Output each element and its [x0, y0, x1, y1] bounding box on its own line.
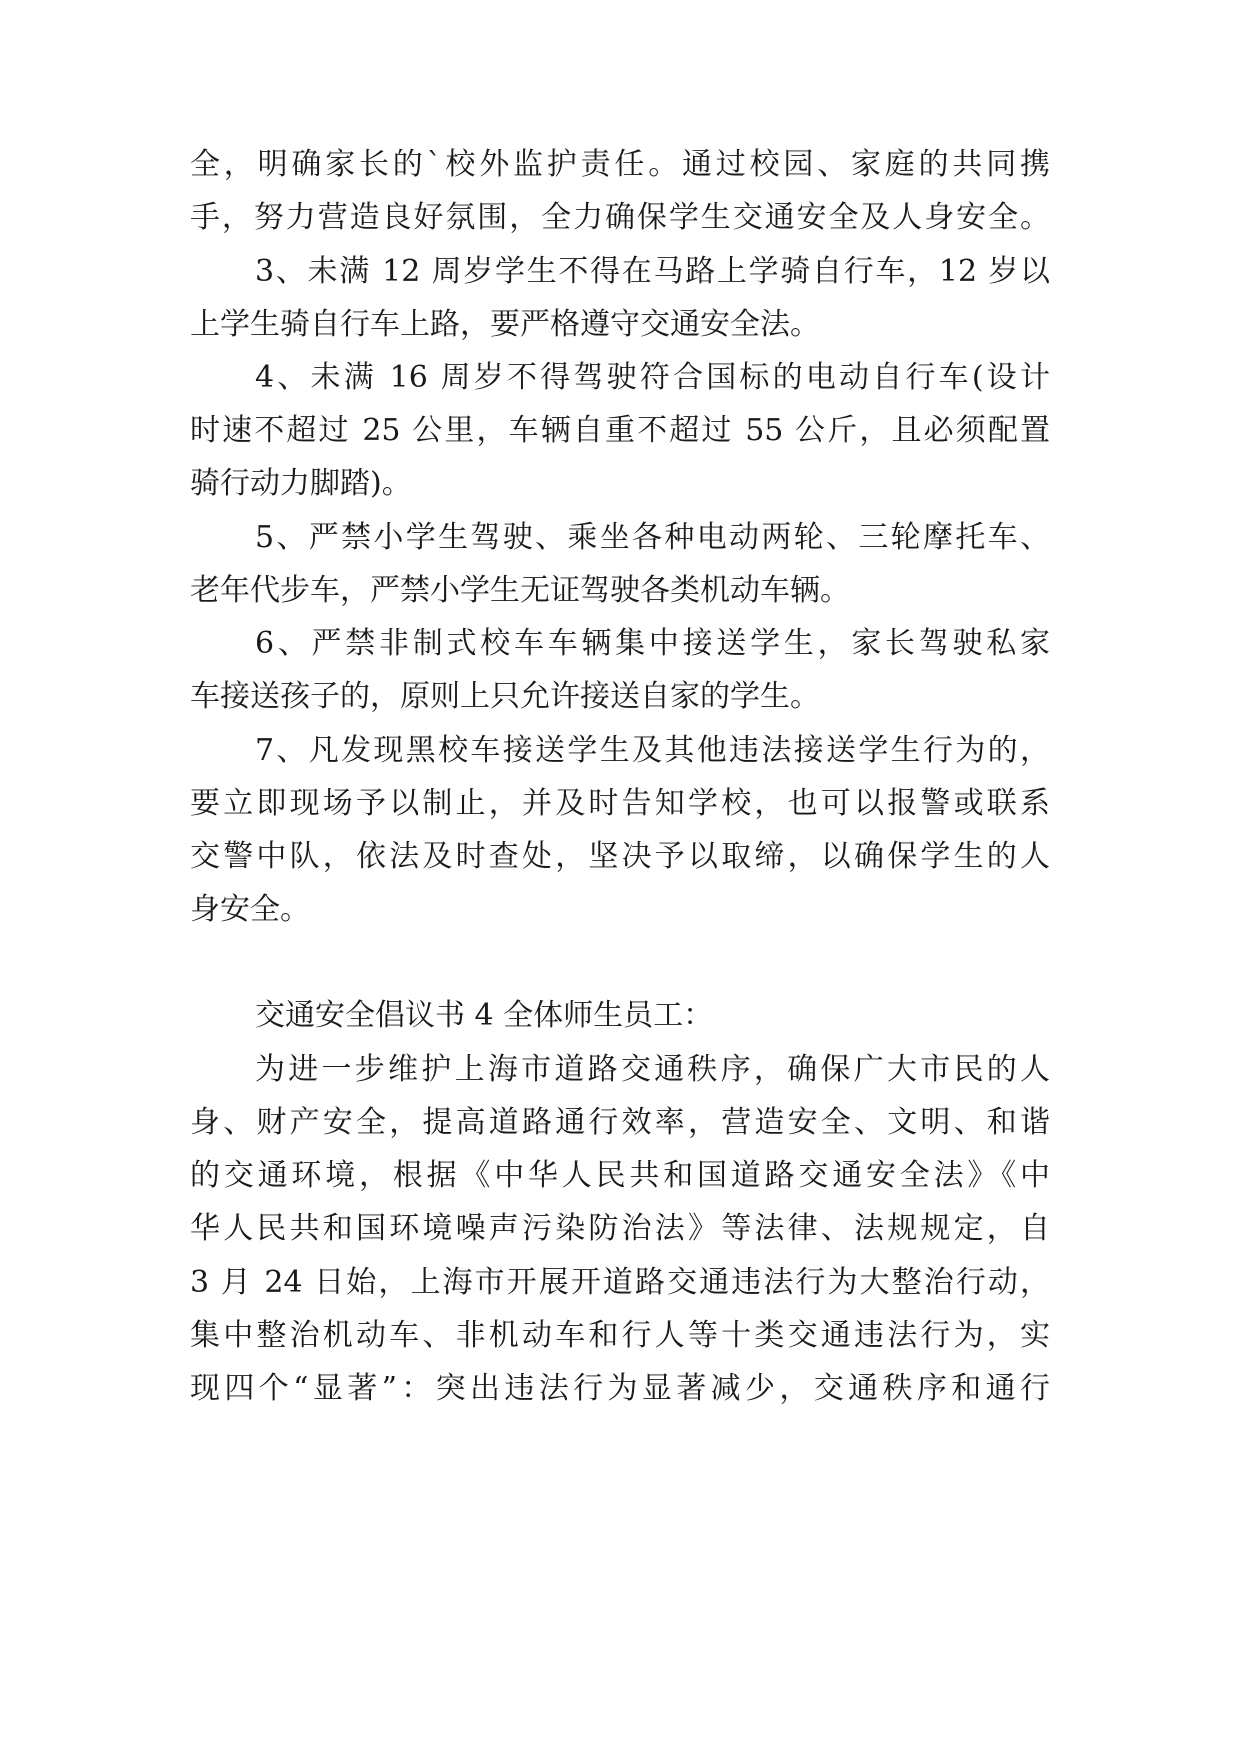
text-line: 集中整治机动车、非机动车和行人等十类交通违法行为，实 — [190, 1318, 1050, 1353]
text-line: 现四个“显著”：突出违法行为显著减少，交通秩序和通行 — [190, 1371, 1050, 1406]
text-line: 5、严禁小学生驾驶、乘坐各种电动两轮、三轮摩托车、 — [255, 520, 1050, 555]
text-line: 3、未满 12 周岁学生不得在马路上学骑自行车，12 岁以 — [255, 254, 1050, 289]
text-line: 7、凡发现黑校车接送学生及其他违法接送学生行为的， — [255, 733, 1050, 768]
text-line: 车接送孩子的，原则上只允许接送自家的学生。 — [190, 679, 820, 714]
text-line: 身、财产安全，提高道路通行效率，营造安全、文明、和谐 — [190, 1105, 1050, 1140]
text-line: 交警中队，依法及时查处，坚决予以取缔，以确保学生的人 — [190, 839, 1050, 874]
text-line: 手，努力营造良好氛围，全力确保学生交通安全及人身安全。 — [190, 200, 1050, 235]
text-line: 时速不超过 25 公里，车辆自重不超过 55 公斤，且必须配置 — [190, 413, 1050, 448]
text-line: 要立即现场予以制止，并及时告知学校，也可以报警或联系 — [190, 786, 1050, 821]
text-line: 上学生骑自行车上路，要严格遵守交通安全法。 — [190, 307, 820, 342]
text-line: 身安全。 — [190, 892, 310, 927]
text-line: 老年代步车，严禁小学生无证驾驶各类机动车辆。 — [190, 573, 850, 608]
text-line: 6、严禁非制式校车车辆集中接送学生，家长驾驶私家 — [255, 626, 1050, 661]
text-line: 的交通环境，根据《中华人民共和国道路交通安全法》《中 — [190, 1158, 1050, 1193]
text-line: 3 月 24 日始，上海市开展开道路交通违法行为大整治行动， — [190, 1265, 1050, 1300]
text-line: 华人民共和国环境噪声污染防治法》等法律、法规规定，自 — [190, 1211, 1050, 1246]
text-line: 全，明确家长的`校外监护责任。通过校园、家庭的共同携 — [190, 147, 1050, 182]
section-heading: 交通安全倡议书 4 全体师生员工： — [255, 998, 714, 1033]
text-line: 为进一步维护上海市道路交通秩序，确保广大市民的人 — [255, 1052, 1050, 1087]
text-line: 骑行动力脚踏)。 — [190, 466, 412, 501]
text-line: 4、未满 16 周岁不得驾驶符合国标的电动自行车(设计 — [255, 360, 1050, 395]
